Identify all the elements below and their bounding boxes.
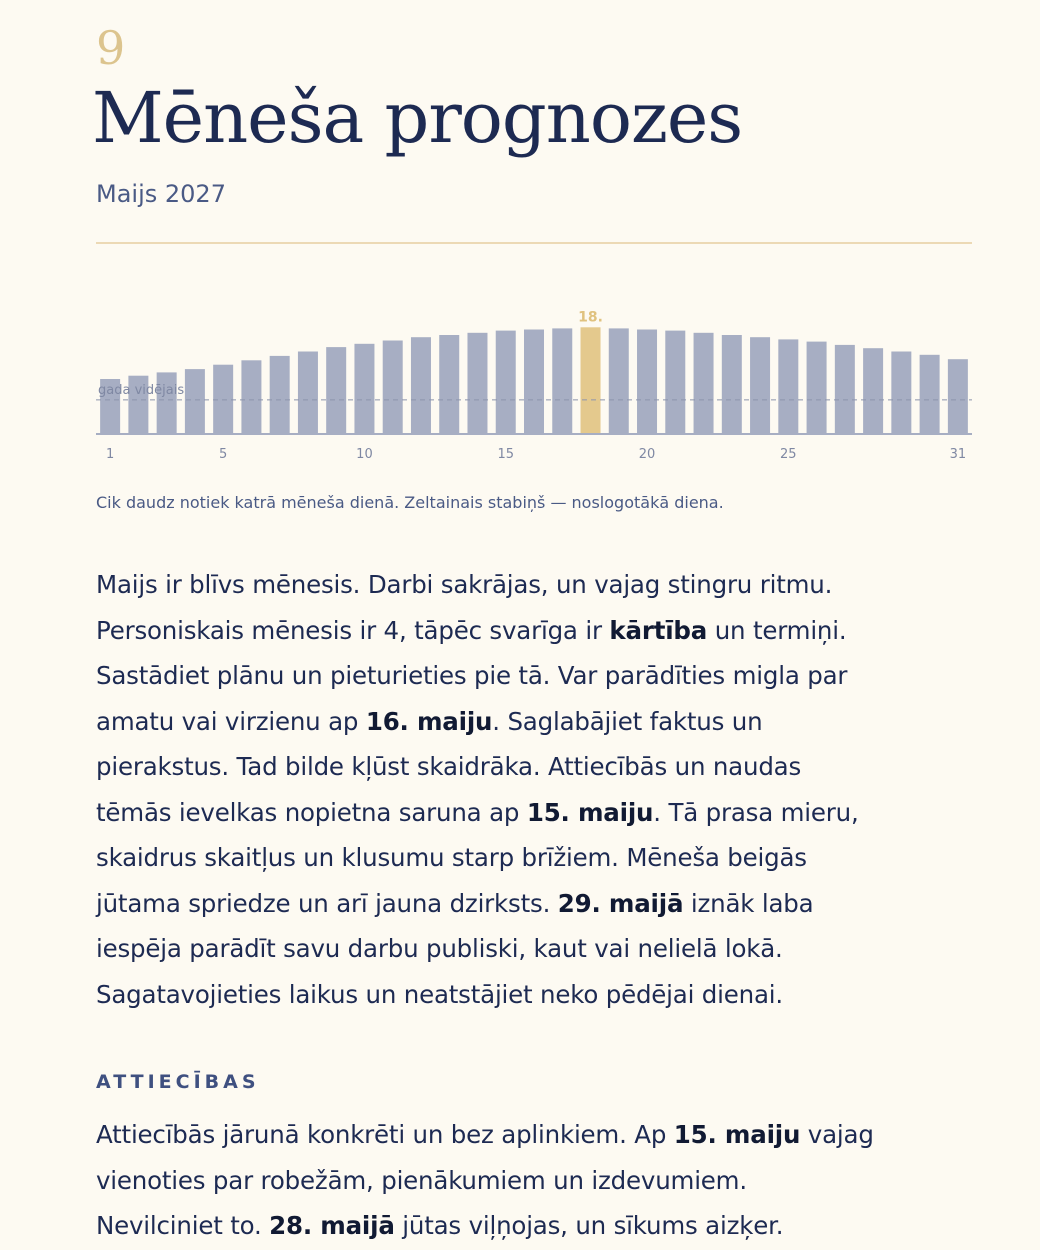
- divider: [96, 242, 972, 244]
- text-run: iznāk laba: [683, 888, 814, 918]
- text-run: jūtas viļņojas, un sīkums aizķer.: [394, 1211, 784, 1240]
- bar: [241, 360, 261, 434]
- bar: [185, 369, 205, 434]
- intro-line: [96, 653, 972, 699]
- text-run: . Tā prasa mieru,: [653, 797, 859, 827]
- emphasis-text: 16. maiju: [365, 706, 493, 736]
- x-tick-label: 1: [105, 447, 115, 462]
- intro-line: [96, 972, 972, 1018]
- bar: [270, 356, 290, 434]
- bar: [665, 331, 685, 434]
- chart-caption: Cik daudz notiek katrā mēneša dienā. Zeltainais stabiņš — noslogotākā diena.: [96, 493, 724, 512]
- section-line: [96, 1112, 972, 1158]
- intro-line: [96, 699, 972, 745]
- x-tick-label: 31: [949, 447, 967, 462]
- intro-line: [96, 562, 972, 608]
- text-run: Maijs ir blīvs mēnesis. Darbi sakrājas, un vajag stingru ritmu.: [96, 570, 833, 599]
- chart-bars: [100, 327, 968, 434]
- text-run: Sagatavojieties laikus un neatstājiet neko pēdējai dienai.: [96, 979, 783, 1009]
- daily-activity-chart: [96, 290, 972, 470]
- emphasis-text: 28. maijā: [269, 1211, 395, 1240]
- bar: [213, 365, 233, 434]
- highlight-day-label: 18.: [578, 309, 603, 326]
- text-run: iespēja parādīt savu darbu publiski, kaut vai nelielā lokā.: [96, 934, 783, 963]
- section-line: [96, 1203, 972, 1249]
- intro-paragraph: [96, 562, 972, 1017]
- emphasis-text: kārtība: [609, 615, 708, 645]
- x-tick-label: 20: [638, 447, 656, 462]
- bar: [552, 328, 572, 434]
- emphasis-text: 15. maiju: [673, 1120, 801, 1149]
- x-axis-ticks: [106, 447, 966, 462]
- bar: [609, 328, 629, 434]
- bar: [467, 333, 487, 434]
- bar: [778, 339, 798, 434]
- chapter-number: 9: [96, 21, 126, 75]
- text-run: un termiņi.: [707, 615, 847, 645]
- text-run: amatu vai virzienu ap: [96, 706, 366, 736]
- bar: [948, 359, 968, 434]
- text-run: vajag: [800, 1120, 874, 1149]
- x-tick-label: 10: [356, 447, 373, 462]
- emphasis-text: 29. maijā: [557, 888, 684, 918]
- bar: [411, 337, 431, 434]
- chart-svg: [96, 290, 972, 470]
- text-run: Nevilciniet to.: [96, 1211, 270, 1240]
- x-tick-label: 5: [219, 447, 228, 462]
- x-tick-label: 25: [780, 447, 797, 462]
- text-run: pierakstus. Tad bilde kļūst skaidrāka. Attiecībās un naudas: [96, 752, 802, 781]
- text-run: Attiecībās jārunā konkrēti un bez aplinkiem. Ap: [96, 1120, 674, 1149]
- bar: [524, 330, 544, 435]
- text-run: jūtama spriedze un arī jauna dzirksts.: [96, 888, 558, 918]
- bar: [157, 372, 177, 434]
- bar: [637, 330, 657, 435]
- text-run: Sastādiet plānu un pieturieties pie tā. Var parādīties migla par: [96, 661, 848, 690]
- text-run: tēmās ievelkas nopietna saruna ap: [96, 797, 527, 827]
- bar: [807, 342, 827, 434]
- text-run: Personiskais mēnesis ir 4, tāpēc svarīga ir: [96, 615, 610, 645]
- text-run: . Saglabājiet faktus un: [492, 706, 763, 736]
- bar: [863, 348, 883, 434]
- emphasis-text: 15. maiju: [526, 797, 654, 827]
- bar: [496, 331, 516, 434]
- text-run: vienoties par robežām, pienākumiem un izdevumiem.: [96, 1165, 747, 1195]
- intro-line: [96, 790, 972, 836]
- text-run: skaidrus skaitļus un klusumu starp brīžiem. Mēneša beigās: [96, 843, 807, 872]
- section-line: [96, 1158, 972, 1204]
- bar: [354, 344, 374, 434]
- intro-line: [96, 881, 972, 927]
- bar: [326, 347, 346, 434]
- bar: [722, 335, 742, 434]
- intro-line: [96, 926, 972, 972]
- bar: [920, 355, 940, 434]
- bar: [835, 345, 855, 434]
- bar: [439, 335, 459, 434]
- page-subtitle: Maijs 2027: [96, 180, 226, 208]
- x-tick-label: 15: [497, 447, 515, 462]
- intro-line: [96, 744, 972, 790]
- bar: [298, 352, 318, 435]
- section-paragraph: [96, 1112, 972, 1249]
- bar: [694, 333, 714, 434]
- bar: [750, 337, 770, 434]
- reference-label: gada vidējais: [98, 382, 185, 398]
- bar: [891, 352, 911, 435]
- intro-line: [96, 608, 972, 654]
- bar: [383, 341, 403, 435]
- highlight-bar: [581, 327, 601, 434]
- intro-line: [96, 835, 972, 881]
- page-title: Mēneša prognozes: [92, 77, 743, 159]
- section-heading: ATTIECĪBAS: [96, 1071, 260, 1093]
